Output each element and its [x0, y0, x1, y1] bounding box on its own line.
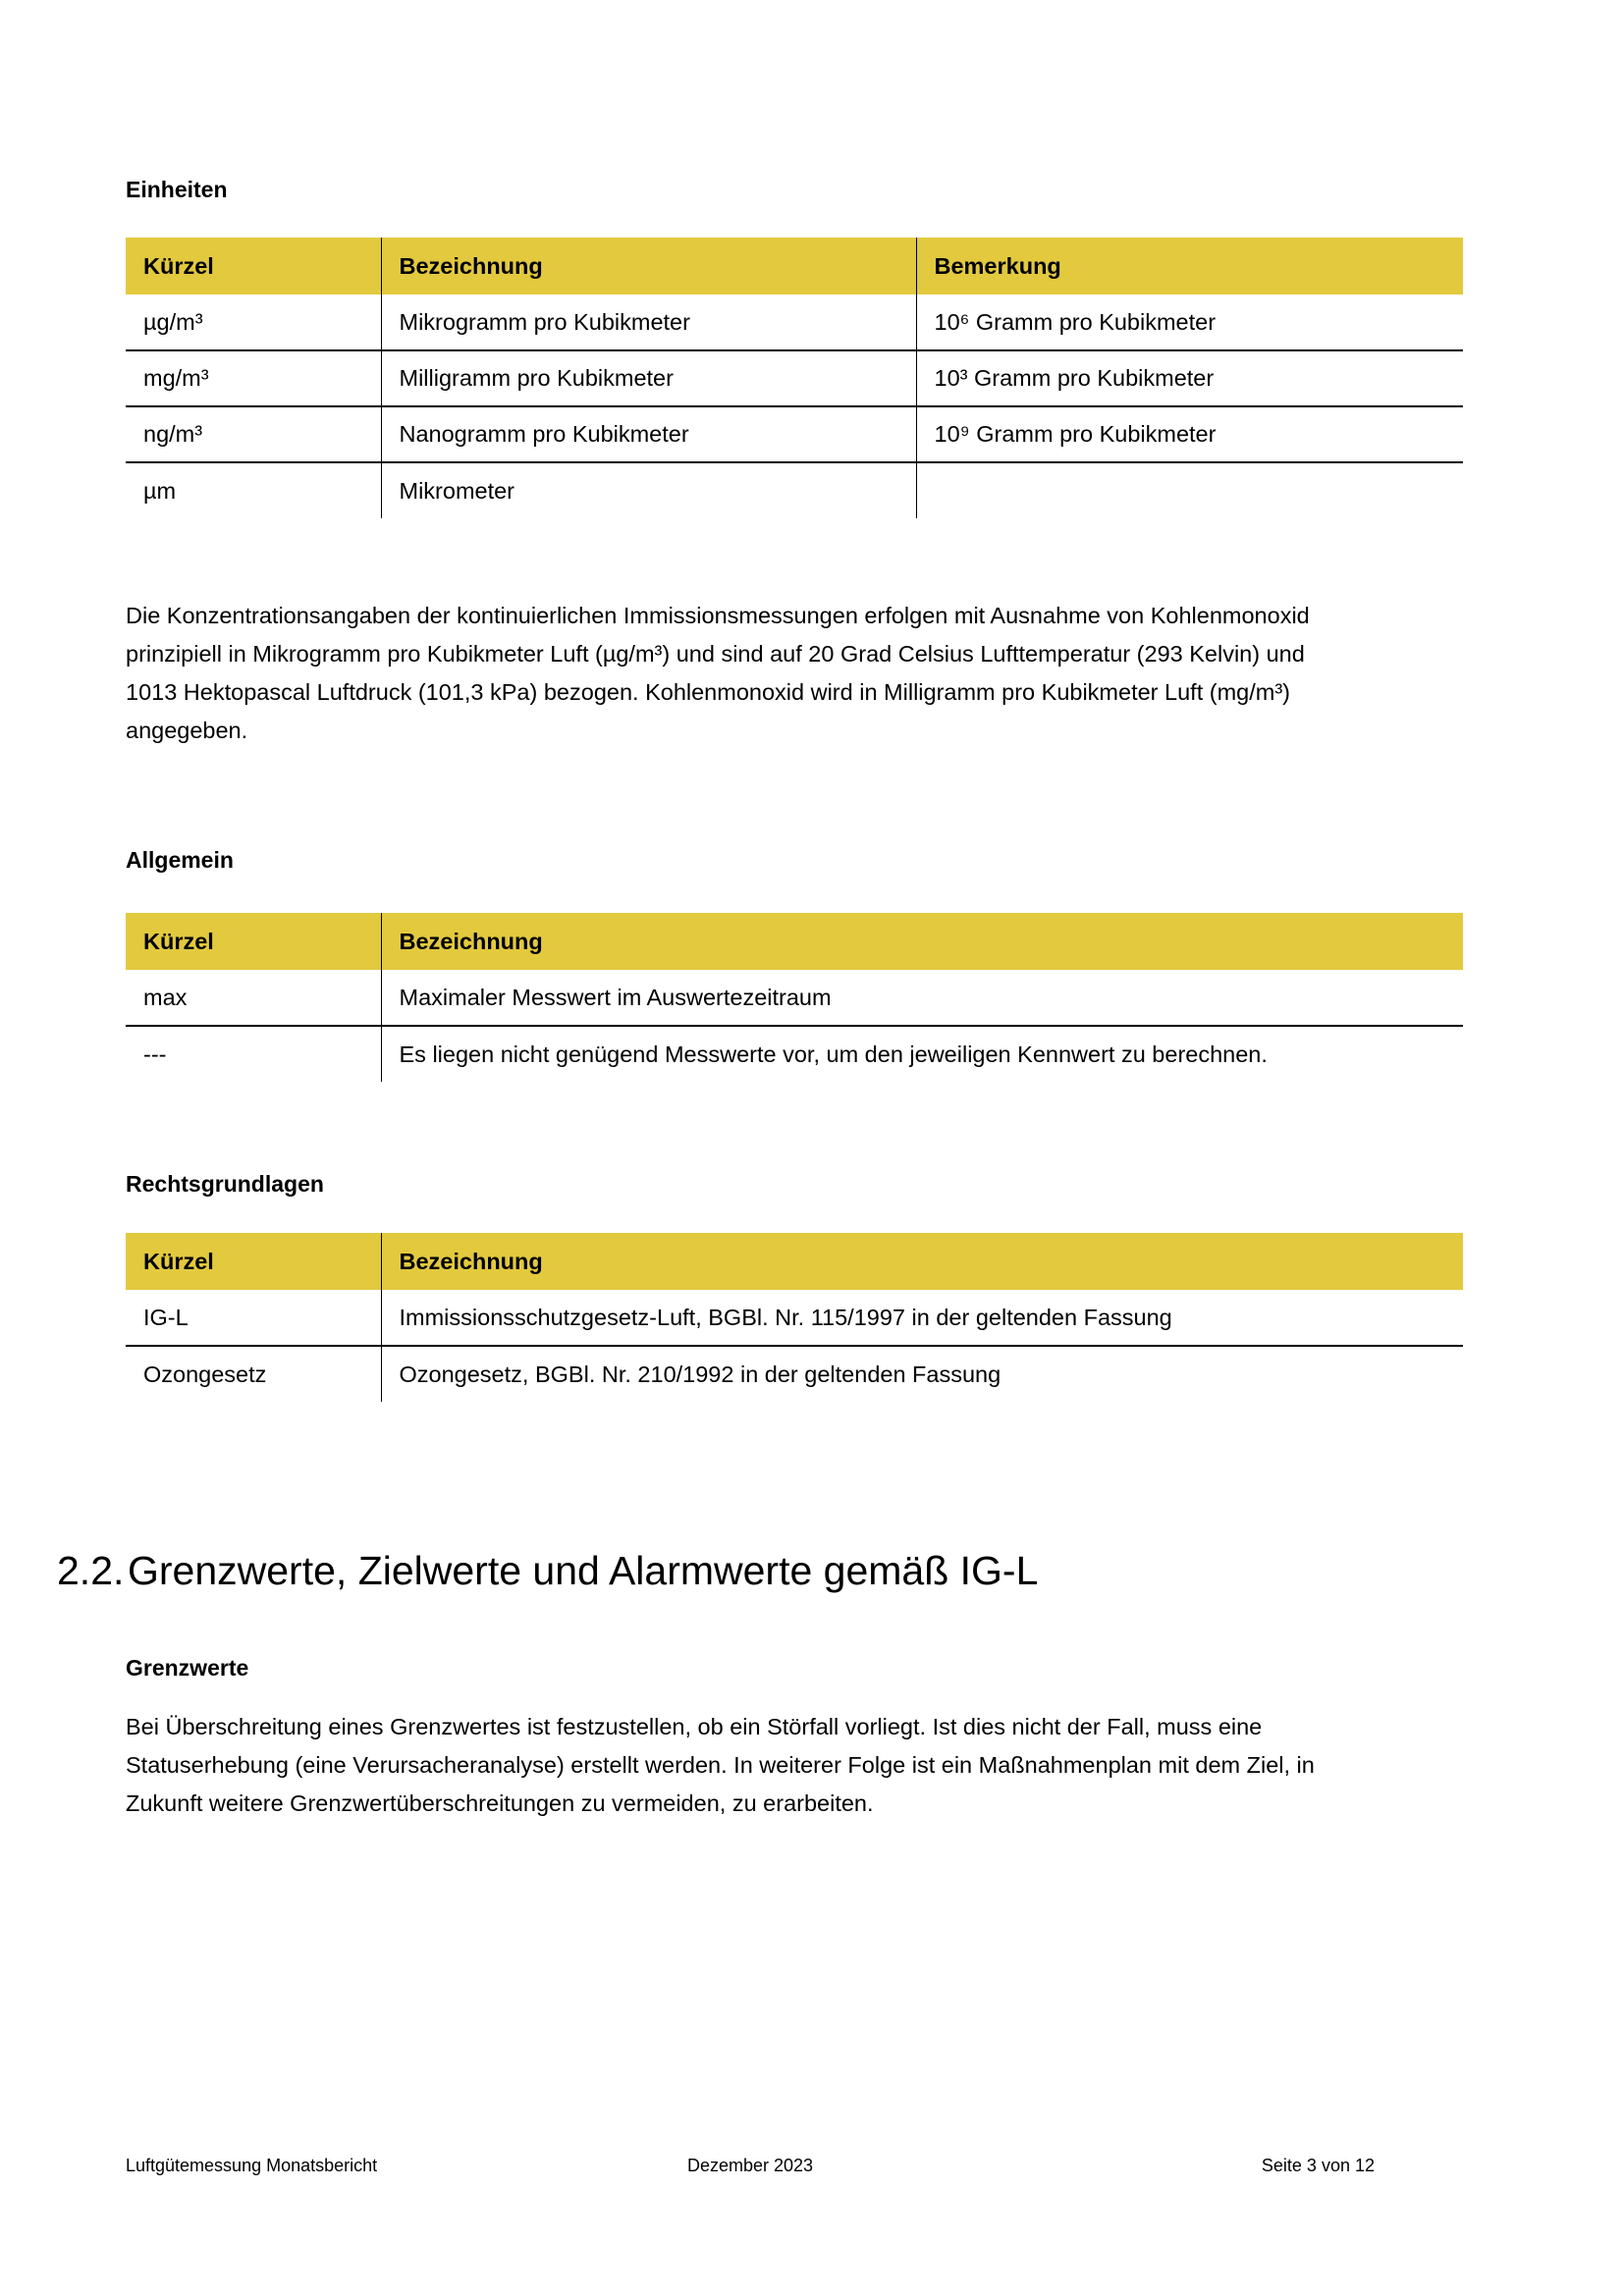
paragraph-line: Statuserhebung (eine Verursacheranalyse) erstellt werden. In weiterer Folge ist ein Maßnahmenplan mit dem Ziel, in	[126, 1752, 1315, 1778]
column-header-kuerzel: Kürzel	[126, 1233, 381, 1290]
table-cell: mg/m³	[126, 350, 381, 406]
paragraph-line: Zukunft weitere Grenzwertüberschreitungen zu vermeiden, zu erarbeiten.	[126, 1790, 874, 1816]
table-cell: Mikrometer	[381, 462, 916, 518]
column-header-bezeichnung: Bezeichnung	[381, 238, 916, 294]
table-row	[126, 462, 1463, 518]
table-cell: Immissionsschutzgesetz-Luft, BGBl. Nr. 115/1997 in der geltenden Fassung	[381, 1290, 1463, 1346]
paragraph-line: angegeben.	[126, 718, 248, 743]
paragraph-line: prinzipiell in Mikrogramm pro Kubikmeter Luft (µg/m³) und sind auf 20 Grad Celsius Lufttemperatur (293 Kelvin) und	[126, 641, 1305, 667]
table-cell: Ozongesetz	[126, 1346, 381, 1402]
table-header-row	[126, 238, 1463, 294]
column-header-kuerzel: Kürzel	[126, 913, 381, 970]
table-cell: µg/m³	[143, 308, 203, 335]
table-cell: ng/m³	[126, 406, 381, 462]
table-row	[126, 350, 1463, 406]
section-title: Grenzwerte, Zielwerte und Alarmwerte gemäß IG-L	[128, 1548, 1039, 1593]
table-header-row	[126, 913, 1463, 970]
table-cell: Ozongesetz, BGBl. Nr. 210/1992 in der geltenden Fassung	[381, 1346, 1463, 1402]
table-cell: ---	[126, 1026, 381, 1082]
table-cell: 10⁹ Gramm pro Kubikmeter	[916, 406, 1463, 462]
heading-allgemein: Allgemein	[126, 847, 234, 873]
table-allgemein	[126, 913, 1463, 1082]
paragraph-line: Bei Überschreitung eines Grenzwertes ist festzustellen, ob ein Störfall vorliegt. Ist dies nicht der Fall, muss eine	[126, 1714, 1263, 1739]
table-cell: Nanogramm pro Kubikmeter	[381, 406, 916, 462]
table-row	[126, 1346, 1463, 1402]
paragraph-line: 1013 Hektopascal Luftdruck (101,3 kPa) bezogen. Kohlenmonoxid wird in Milligramm pro Kubikmeter Luft (mg/m³)	[126, 679, 1290, 705]
table-cell: µm	[126, 462, 381, 518]
footer-report-month: Dezember 2023	[686, 2156, 814, 2175]
table-header-row	[126, 1233, 1463, 1290]
table-cell: 10³ Gramm pro Kubikmeter	[916, 350, 1463, 406]
table-row	[126, 1290, 1463, 1346]
table-cell: Es liegen nicht genügend Messwerte vor, um den jeweiligen Kennwert zu berechnen.	[381, 1026, 1463, 1082]
column-header-kuerzel: Kürzel	[126, 238, 381, 294]
heading-einheiten: Einheiten	[126, 177, 228, 202]
column-header-bemerkung: Bemerkung	[916, 238, 1463, 294]
table-cell	[916, 462, 1463, 518]
section-number: 2.2.	[57, 1548, 125, 1593]
footer-page-number: Seite 3 von 12	[1261, 2156, 1375, 2175]
paragraph-einheiten-info	[126, 597, 1310, 750]
table-row	[126, 406, 1463, 462]
table-cell: Maximaler Messwert im Auswertezeitraum	[381, 970, 1463, 1026]
column-header-bezeichnung: Bezeichnung	[381, 913, 1463, 970]
table-cell: Mikrogramm pro Kubikmeter	[381, 294, 916, 350]
table-einheiten	[126, 238, 1463, 518]
footer-document-title: Luftgütemessung Monatsbericht	[126, 2156, 378, 2175]
table-row	[126, 1026, 1463, 1082]
table-cell: IG-L	[143, 1304, 189, 1330]
heading-rechtsgrundlagen: Rechtsgrundlagen	[126, 1171, 324, 1197]
table-rechtsgrundlagen	[126, 1233, 1463, 1402]
column-header-bezeichnung: Bezeichnung	[381, 1233, 1463, 1290]
table-cell: Milligramm pro Kubikmeter	[381, 350, 916, 406]
table-row	[126, 294, 1463, 350]
table-row	[126, 970, 1463, 1026]
paragraph-grenzwerte-info	[126, 1708, 1315, 1823]
table-cell: 10⁶ Gramm pro Kubikmeter	[916, 294, 1463, 350]
paragraph-line: Die Konzentrationsangaben der kontinuierlichen Immissionsmessungen erfolgen mit Ausnahme von Kohlenmonoxid	[126, 603, 1310, 628]
table-cell: max	[143, 984, 188, 1010]
heading-grenzwerte: Grenzwerte	[126, 1655, 249, 1681]
page-footer	[126, 2156, 1375, 2179]
